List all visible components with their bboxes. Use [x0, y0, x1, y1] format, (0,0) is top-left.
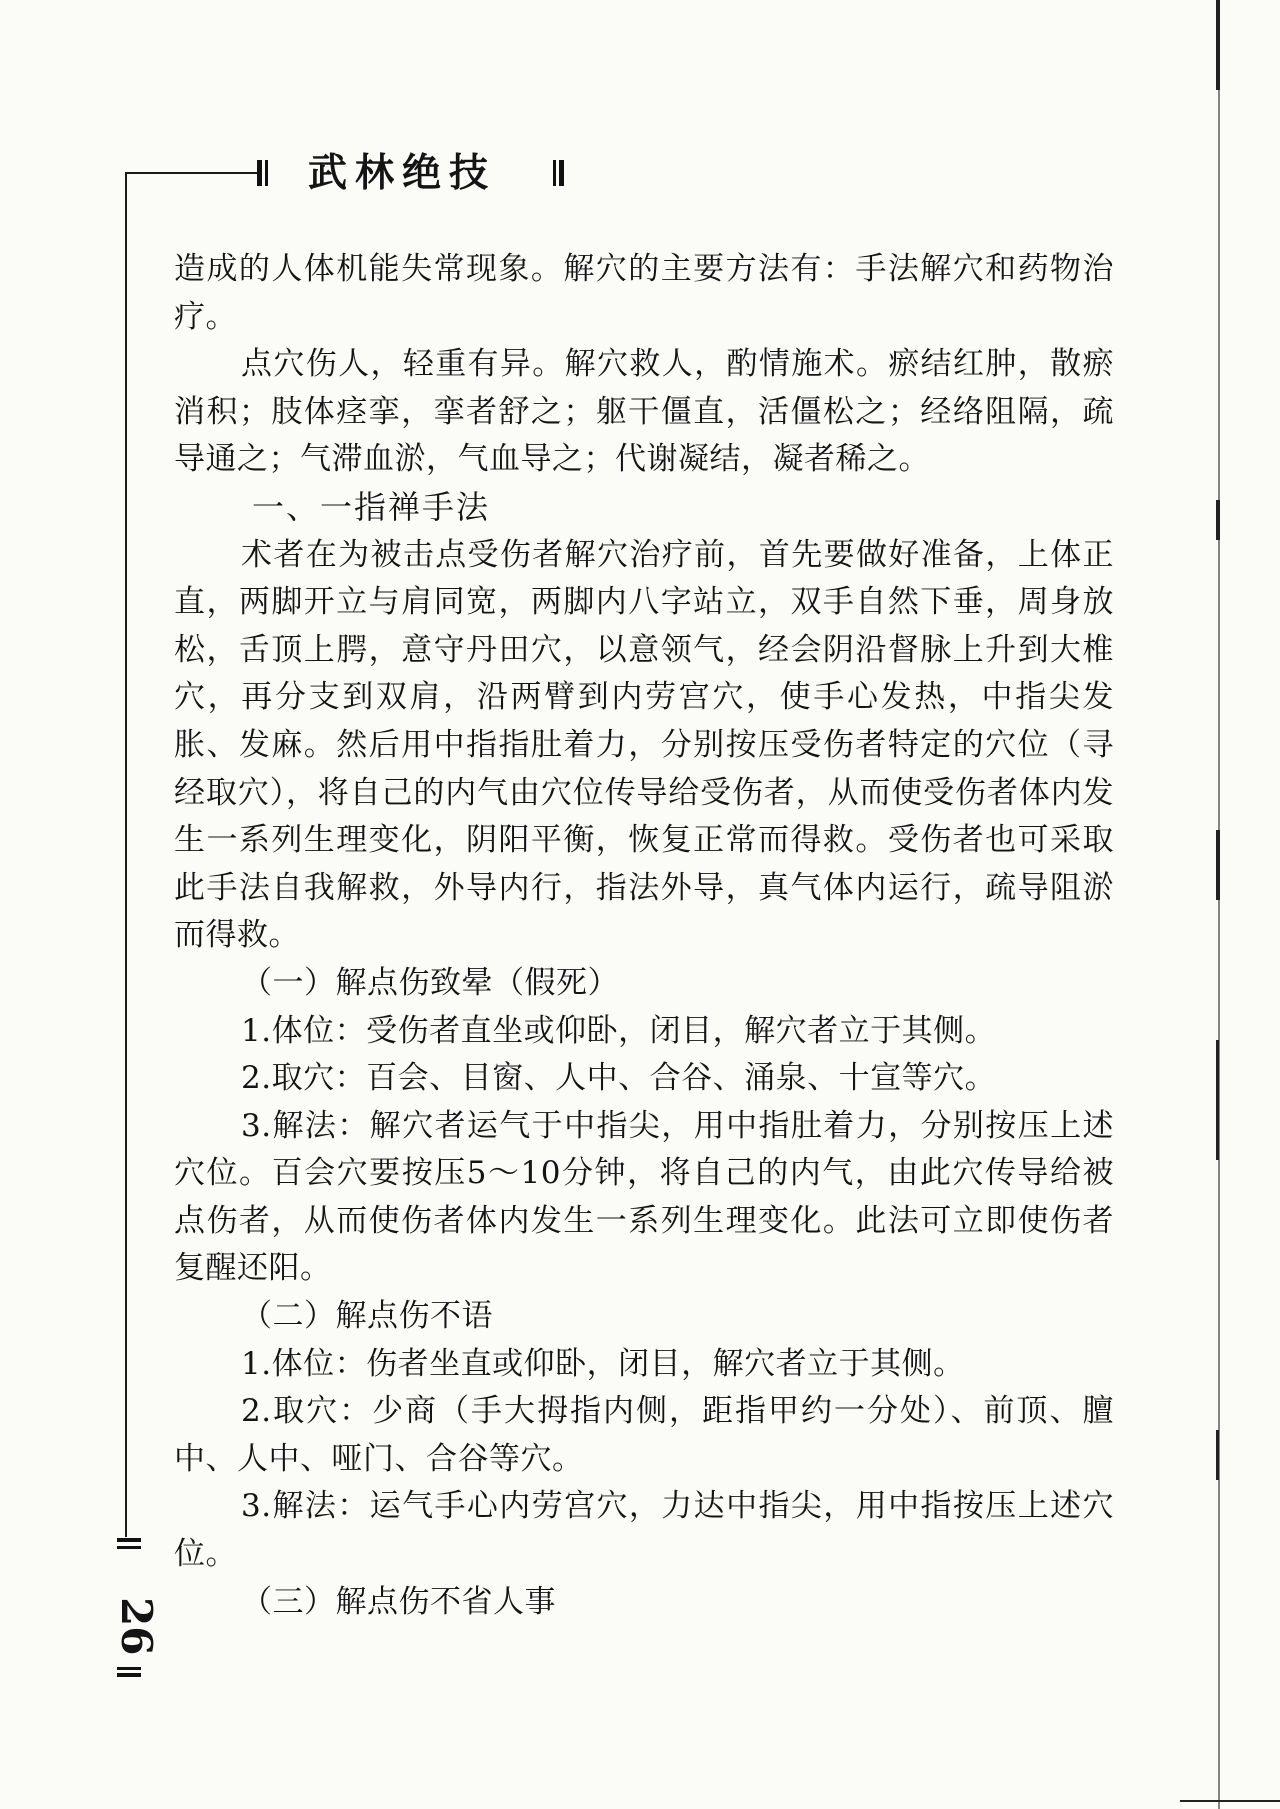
- header-bar-ornament: [553, 160, 556, 186]
- scan-bottom-rule: [1180, 1800, 1280, 1802]
- subsection-heading: （一）解点伤致晕（假死）: [241, 964, 619, 1001]
- running-header-title: 武林绝技: [308, 151, 497, 196]
- body-text: [174, 246, 1114, 1626]
- list-item: 1.体位：受伤者直坐或仰卧，闭目，解穴者立于其侧。: [241, 1012, 997, 1049]
- paragraph: 点穴伤人，轻重有异。解穴救人，酌情施术。瘀结红肿，散瘀消积；肢体痉挛，挛者舒之；躯干僵直，活僵松之；经络阻隔，疏导通之；气滞血淤，气血导之；代谢凝结，凝者稀之。: [174, 346, 1114, 478]
- page-frame-left-rule: [125, 172, 127, 1537]
- section-heading: 一、一指禅手法: [252, 487, 491, 526]
- paragraph: 造成的人体机能失常现象。解穴的主要方法有：手法解穴和药物治疗。: [174, 251, 1114, 335]
- page-number-bar-ornament: [117, 1667, 141, 1670]
- header-bar-ornament: [265, 160, 268, 186]
- header-bar-ornament: [257, 160, 262, 186]
- page-number: 26: [112, 1597, 161, 1656]
- scan-spine-mark: [1216, 0, 1220, 90]
- header-bar-ornament: [559, 160, 564, 186]
- header-rule: [125, 172, 257, 174]
- scan-spine-edge: [1218, 0, 1220, 1809]
- subsection-heading: （二）解点伤不语: [241, 1298, 493, 1335]
- list-item: 1.体位：伤者坐直或仰卧，闭目，解穴者立于其侧。: [241, 1345, 965, 1382]
- subsection-heading: （三）解点伤不省人事: [241, 1583, 556, 1620]
- paragraph: 术者在为被击点受伤者解穴治疗前，首先要做好准备，上体正直，两脚开立与肩同宽，两脚内八字站立，双手自然下垂，周身放松，舌顶上腭，意守丹田穴，以意领气，经会阴沿督脉上升到大椎穴，再分支到双肩，沿两臂到内劳宫穴，使手心发热，中指尖发胀、发麻。然后用中指指肚着力，分别按压受伤者特定的穴位（寻经取穴），将自己的内气由穴位传导给受伤者，从而使受伤者体内发生一系列生理变化，阴阳平衡，恢复正常而得救。受伤者也可采取此手法自我解救，外导内行，指法外导，真气体内运行，疏导阻淤而得救。: [174, 536, 1114, 954]
- scan-spine-mark: [1216, 1040, 1219, 1160]
- list-item: 2.取穴：少商（手大拇指内侧，距指甲约一分处）、前顶、膻中、人中、哑门、合谷等穴。: [174, 1393, 1114, 1477]
- list-item: 3.解法：运气手心内劳宫穴，力达中指尖，用中指按压上述穴位。: [174, 1488, 1114, 1573]
- scan-spine-mark: [1216, 1430, 1219, 1480]
- list-item: 3.解法：解穴者运气于中指尖，用中指肚着力，分别按压上述穴位。百会穴要按压5～10分钟，将自己的内气，由此穴传导给被点伤者，从而使伤者体内发生一系列生理变化。此法可立即使伤者复醒还阳。: [174, 1107, 1114, 1287]
- page-number-bar-ornament: [117, 1538, 141, 1542]
- page-number-bar-ornament: [117, 1673, 141, 1677]
- scan-spine-mark: [1216, 500, 1220, 540]
- scan-spine-mark: [1216, 830, 1220, 900]
- page-number-bar-ornament: [117, 1546, 141, 1549]
- list-item: 2.取穴：百会、目窗、人中、合谷、涌泉、十宣等穴。: [241, 1060, 997, 1097]
